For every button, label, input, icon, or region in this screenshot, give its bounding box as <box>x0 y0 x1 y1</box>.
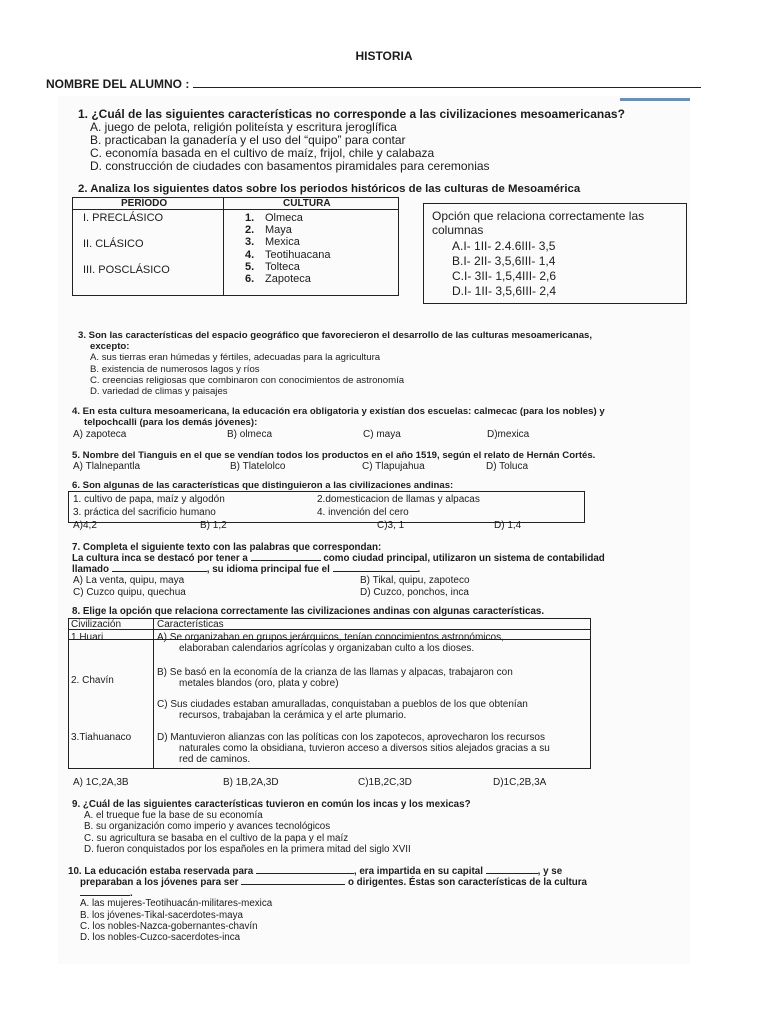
question-3 <box>78 330 592 397</box>
period-culture-table <box>72 197 399 296</box>
question-4 <box>72 406 605 428</box>
q1-option-c[interactable]: C. economía basada en el cultivo de maíz, frijol, chile y calabaza <box>90 146 435 160</box>
q4-option-c[interactable]: C) maya <box>363 429 401 440</box>
question-3-text-2: excepto: <box>90 341 130 353</box>
q5-option-d[interactable]: D) Toluca <box>486 461 529 472</box>
question-7-line-2: La cultura inca se destacó por tener a como ciudad principal, utilizaron un sistema de contabilidad <box>72 553 605 565</box>
col-periodo: PERÍODO <box>121 198 168 209</box>
q6-option-b[interactable]: B) 1,2 <box>200 520 227 531</box>
question-4-text: 4. En esta cultura mesoamericana, la educación era obligatoria y existían dos escuelas: calmecac (para los nobles) y <box>72 406 605 417</box>
q3-option-b[interactable]: B. existencia de numerosos lagos y ríos <box>90 363 260 375</box>
q4-option-b[interactable]: B) olmeca <box>227 429 273 440</box>
student-name-field[interactable] <box>193 76 701 88</box>
blue-rule <box>620 98 690 101</box>
question-10-line-1: 10. La educación estaba reservada para , era impartida en su capital , y se <box>68 866 563 877</box>
civ-chavin: 2. Chavín <box>71 675 114 686</box>
culture-item: 1. Olmeca <box>245 212 303 224</box>
q2-option-a[interactable]: A.I- 1II- 2.4.6III- 3,5 <box>452 239 556 253</box>
col-caracteristicas: Características <box>157 619 224 630</box>
question-5-text: 5. Nombre del Tianguis en el que se vendían todos los productos en el año 1519, según el relato de Hernán Cortés. <box>72 450 596 461</box>
q3-option-a[interactable]: A. sus tierras eran húmedas y fértiles, adecuadas para la agricultura <box>90 352 381 364</box>
q5-option-b[interactable]: B) Tlatelolco <box>230 461 286 472</box>
question-10-line-2: preparaban a los jóvenes para ser o dirigentes. Éstas son características de la cultura <box>80 877 587 889</box>
q8-table <box>68 618 591 769</box>
q10-option-a[interactable]: A. las mujeres-Teotihuacán-militares-mexica <box>80 898 273 910</box>
q5-option-a[interactable]: A) Tlalnepantla <box>73 461 141 472</box>
q10-option-c[interactable]: C. los nobles-Nazca-gobernantes-chavín <box>80 920 258 932</box>
q10-option-b[interactable]: B. los jóvenes-Tikal-sacerdotes-maya <box>80 909 243 921</box>
q1-option-b[interactable]: B. practicaban la ganadería y el uso del “quipo” para contar <box>90 133 406 147</box>
q10-option-d[interactable]: D. los nobles-Cuzco-sacerdotes-inca <box>80 932 241 944</box>
culture-item: 5. Tolteca <box>245 260 300 273</box>
q1-option-d[interactable]: D. construcción de ciudades con basamentos piramidales para ceremonias <box>90 159 490 173</box>
question-2-text: 2. Analiza los siguientes datos sobre los periodos históricos de las culturas de Mesoamérica <box>78 183 581 195</box>
q8-option-c[interactable]: C)1B,2C,3D <box>358 777 412 788</box>
question-7 <box>72 542 605 576</box>
q8-option-b[interactable]: B) 1B,2A,3D <box>223 777 279 788</box>
q6-item-4: 4. invención del cero <box>317 507 409 518</box>
q9-option-c[interactable]: C. su agricultura se basaba en el cultivo de la papa y el maíz <box>84 832 349 844</box>
box-title-1: Opción que relaciona correctamente las <box>432 209 645 223</box>
q9-option-b[interactable]: B. su organización como imperio y avances tecnológicos <box>84 821 331 833</box>
q3-option-c[interactable]: C. creencias religiosas que combinaron con conocimientos de astronomía <box>90 374 405 386</box>
col-civilizacion: Civilización <box>71 619 122 630</box>
student-name-line <box>46 76 701 91</box>
question-7-line-3: llamado , su idioma principal fue el . <box>72 564 421 576</box>
period-1: I. PRECLÁSICO <box>83 212 164 224</box>
q8-characteristic-b: B) Se basó en la economía de la crianza de las llamas y alpacas, trabajaron con metales blandos (oro, plata y cobre) <box>157 667 513 689</box>
question-9 <box>72 799 471 855</box>
question-9-text: 9. ¿Cuál de las siguientes características tuvieron en común los incas y los mexicas? <box>72 799 471 810</box>
civ-tiahuanaco: 3.Tiahuanaco <box>71 732 132 743</box>
question-3-text: 3. Son las características del espacio geográfico que favorecieron el desarrollo de las culturas mesoamericanas, <box>78 330 593 341</box>
q7-option-b[interactable]: B) Tikal, quipu, zapoteco <box>360 575 470 586</box>
q7-option-c[interactable]: C) Cuzco quipu, quechua <box>73 587 186 598</box>
culture-item: 2. Maya <box>245 224 292 237</box>
q8-option-a[interactable]: A) 1C,2A,3B <box>73 777 129 788</box>
question-7-text: 7. Completa el siguiente texto con las palabras que correspondan: <box>72 542 382 553</box>
q8-characteristic-c: C) Sus ciudades estaban amuralladas, conquistaban a pueblos de los que obtenían recursos, trabajaban la cerámica y el arte plumario. <box>157 699 528 721</box>
student-name-label: NOMBRE DEL ALUMNO : <box>46 77 190 91</box>
q9-option-d[interactable]: D. fueron conquistados por los españoles en la primera mitad del siglo XVII <box>84 843 411 855</box>
question-8-text: 8. Elige la opción que relaciona correctamente las civilizaciones andinas con algunas características. <box>72 606 545 617</box>
culture-item: 4. Teotihuacana <box>245 248 331 261</box>
q5-option-c[interactable]: C) Tlapujahua <box>362 461 425 472</box>
question-1-text: 1. ¿Cuál de las siguientes características no corresponde a las civilizaciones mesoamericanas? <box>78 107 625 121</box>
culture-list <box>245 212 330 285</box>
q6-option-c[interactable]: C)3, 1 <box>377 520 405 531</box>
culture-item: 3. Mexica <box>245 236 300 249</box>
answer-box-q2 <box>423 203 687 304</box>
q9-option-a[interactable]: A. el trueque fue la base de su economía <box>84 810 263 822</box>
question-4-text-2: telpochcalli (para los demás jóvenes): <box>84 417 258 429</box>
q8-characteristic-d: D) Mantuvieron alianzas con las políticas con los zapotecos, aprovecharon los recursos naturales como la obsidiana, tuvieron acceso a diversos sitios alejados gracias a su red de caminos. <box>157 732 550 765</box>
q6-item-2: 2.domesticacion de llamas y alpacas <box>317 494 480 505</box>
q2-option-c[interactable]: C.I- 3II- 1,5,4III- 2,6 <box>452 269 557 283</box>
question-1 <box>78 108 625 173</box>
col-cultura: CULTURA <box>283 198 331 209</box>
q7-option-a[interactable]: A) La venta, quipu, maya <box>73 575 185 586</box>
q4-option-d[interactable]: D)mexica <box>487 429 530 440</box>
q6-items-box <box>68 491 585 523</box>
q6-item-3: 3. práctica del sacrificio humano <box>73 507 216 518</box>
q7-option-d[interactable]: D) Cuzco, ponchos, inca <box>360 587 469 598</box>
page-title: HISTORIA <box>355 49 413 63</box>
q1-option-a[interactable]: A. juego de pelota, religión politeísta y escritura jeroglífica <box>90 120 397 134</box>
civ-huari: 1.Huari <box>71 632 104 643</box>
q3-option-d[interactable]: D. variedad de climas y paisajes <box>90 386 228 398</box>
question-10: 10. La educación estaba reservada para , era impartida en su capital , y se preparaban a los jóvenes para ser o dirigentes. Éstas son características de la cultura . A. las mujeres-Teotihuacán-militares-mexica B. los jóvenes-Tikal-sacerdotes-maya C. los nobles-Nazca-gobernantes-chavín D. los nobles-Cuzco-sacerdotes-inca <box>68 866 587 944</box>
box-title-2: columnas <box>432 223 484 237</box>
table-header <box>73 198 398 210</box>
q6-option-a[interactable]: A)4,2 <box>73 520 97 531</box>
q4-option-a[interactable]: A) zapoteca <box>73 429 127 440</box>
period-3: III. POSCLÁSICO <box>83 264 170 276</box>
q8-characteristic-a: A) Se organizaban en grupos jerárquicos, tenían conocimientos astronómicos, elaboraban calendarios agrícolas y organizaban culto a los dioses. <box>157 632 504 654</box>
q6-option-d[interactable]: D) 1,4 <box>494 520 522 531</box>
question-6-text: 6. Son algunas de las características que distinguieron a las civilizaciones andinas: <box>72 480 454 491</box>
period-2: II. CLÁSICO <box>83 238 144 250</box>
q6-item-1: 1. cultivo de papa, maíz y algodón <box>73 494 225 505</box>
q8-option-d[interactable]: D)1C,2B,3A <box>493 777 547 788</box>
q2-option-b[interactable]: B.I- 2II- 3,5,6III- 1,4 <box>452 254 556 268</box>
culture-item: 6. Zapoteca <box>245 273 311 286</box>
q2-option-d[interactable]: D.I- 1II- 3,5,6III- 2,4 <box>452 284 557 298</box>
